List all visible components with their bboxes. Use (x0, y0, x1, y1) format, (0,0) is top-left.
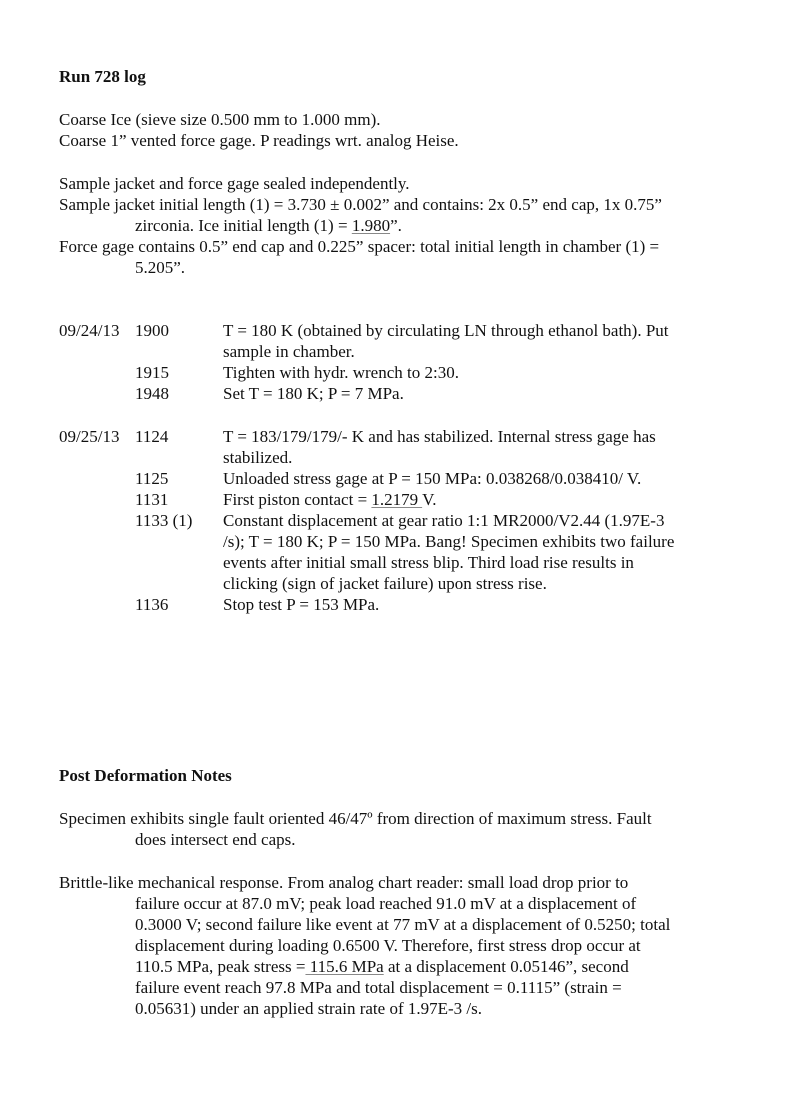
post-note-line: failure occur at 87.0 mV; peak load reached 91.0 mV at a displacement of (135, 894, 637, 913)
log-time: 1136 (135, 595, 169, 614)
setup-line (135, 215, 402, 236)
log-entry: T = 183/179/179/- K and has stabilized. Internal stress gage has (223, 427, 656, 446)
post-note-line: Specimen exhibits single fault oriented 46/47º from direction of maximum stress. Fault (59, 809, 652, 828)
intro-line: Coarse Ice (sieve size 0.500 mm to 1.000 mm). (59, 110, 381, 129)
post-note-line (135, 956, 629, 977)
post-note-line: does intersect end caps. (135, 830, 296, 849)
post-note-line: 0.05631) under an applied strain rate of 1.97E-3 /s. (135, 999, 482, 1018)
log-entry (223, 489, 436, 510)
text: V. (422, 490, 437, 509)
setup-line: 5.205”. (135, 258, 186, 277)
log-time: 1131 (135, 490, 169, 509)
post-note-line: failure event reach 97.8 MPa and total displacement = 0.1115” (strain = (135, 978, 622, 997)
text: ”. (390, 216, 402, 235)
log-date: 09/24/13 (59, 321, 120, 340)
log-entry: clicking (sign of jacket failure) upon stress rise. (223, 574, 547, 593)
log-entry: Unloaded stress gage at P = 150 MPa: 0.038268/0.038410/ V. (223, 469, 642, 488)
log-time: 1915 (135, 363, 169, 382)
post-note-line: Brittle-like mechanical response. From analog chart reader: small load drop prior to (59, 873, 629, 892)
intro-line: Coarse 1” vented force gage. P readings wrt. analog Heise. (59, 131, 459, 150)
log-entry: Stop test P = 153 MPa. (223, 595, 380, 614)
log-time: 1125 (135, 469, 169, 488)
text: First piston contact = (223, 490, 372, 509)
setup-line: Sample jacket initial length (1) = 3.730 ± 0.002” and contains: 2x 0.5” end cap, 1x 0.75” (59, 195, 662, 214)
ice-length-value: 1.980 (351, 216, 391, 235)
log-time: 1124 (135, 427, 169, 446)
setup-line: Sample jacket and force gage sealed independently. (59, 174, 410, 193)
piston-contact-value: 1.2179 (371, 490, 423, 509)
post-note-line: displacement during loading 0.6500 V. Therefore, first stress drop occur at (135, 936, 641, 955)
log-entry: /s); T = 180 K; P = 150 MPa. Bang! Specimen exhibits two failure (223, 532, 675, 551)
setup-line: Force gage contains 0.5” end cap and 0.225” spacer: total initial length in chamber (1) = (59, 237, 660, 256)
post-note-line: 0.3000 V; second failure like event at 77 mV at a displacement of 0.5250; total (135, 915, 671, 934)
section-heading: Post Deformation Notes (59, 766, 232, 785)
log-entry: stabilized. (223, 448, 293, 467)
log-entry: Constant displacement at gear ratio 1:1 MR2000/V2.44 (1.97E-3 (223, 511, 665, 530)
log-entry: Set T = 180 K; P = 7 MPa. (223, 384, 404, 403)
text: 110.5 MPa, peak stress = (135, 957, 306, 976)
log-entry: Tighten with hydr. wrench to 2:30. (223, 363, 459, 382)
text: at a displacement 0.05146”, second (383, 957, 629, 976)
log-date: 09/25/13 (59, 427, 120, 446)
text: zirconia. Ice initial length (1) = (135, 216, 352, 235)
log-time: 1900 (135, 321, 169, 340)
log-time: 1133 (1) (135, 511, 193, 530)
page-title: Run 728 log (59, 67, 146, 86)
log-entry: sample in chamber. (223, 342, 355, 361)
log-entry: T = 180 K (obtained by circulating LN through ethanol bath). Put (223, 321, 669, 340)
peak-stress-value: 115.6 MPa (305, 957, 384, 976)
log-time: 1948 (135, 384, 169, 403)
log-entry: events after initial small stress blip. Third load rise results in (223, 553, 634, 572)
